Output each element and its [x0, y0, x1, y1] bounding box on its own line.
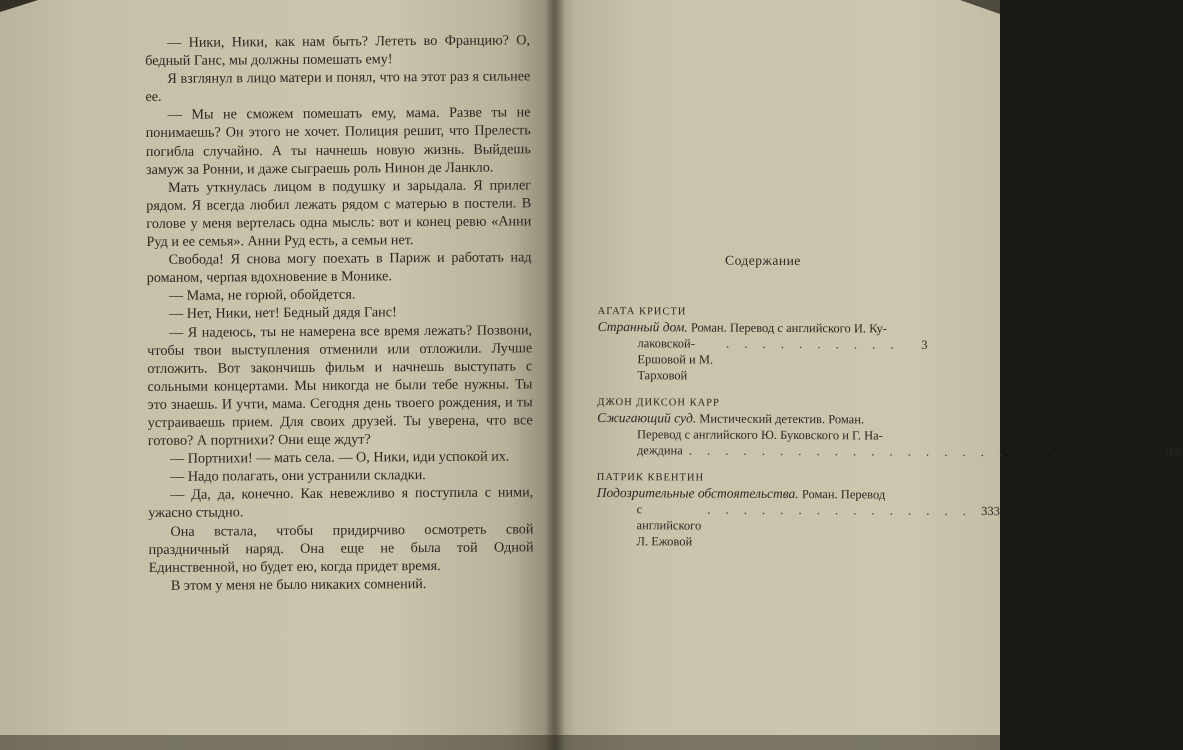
- toc-line: [597, 410, 927, 428]
- paragraph: — Портнихи! — мать села. — О, Ники, иди успокой их.: [169, 448, 510, 467]
- toc-page-number: 333: [981, 504, 1000, 519]
- toc-dots: . . . . . . . . . . . . . . .: [707, 502, 972, 518]
- paragraph: Свобода! Я снова могу поехать в Париж и работать над романом, черпая вдохновение в Монике.: [146, 249, 532, 287]
- toc-dots: . . . . . . . . . . . . . . . . . . . . . . . . . .: [688, 443, 1155, 460]
- toc-desc: деждина: [636, 443, 683, 458]
- paragraph: — Я надеюсь, ты не намерена все время лежать? Позвони, чтобы твои выступления отменили или отложили. Лучше отложить. Вот закончишь фильм и начнешь выступать с сольными концертами. Мы никогда не были тебе нужны. Ты это знаешь. И учти, мама. Сегодня день твоего рождения, и ты устраиваешь прием. Для своих друзей. Ты уверена, что все готово? А портнихи? Они еще ждут?: [147, 321, 533, 450]
- toc-desc: Перевод с английского Ю. Буковского и Г. На-: [637, 427, 883, 443]
- toc-line: [597, 442, 1183, 461]
- toc-author: АГАТА КРИСТИ: [597, 305, 687, 318]
- toc-entry: [597, 396, 1183, 461]
- paragraph: — Надо полагать, они устранили складки.: [170, 467, 426, 486]
- paragraph: — Ники, Ники, как нам быть? Лететь во Францию? О, бедный Ганс, мы должны помешать ему!: [145, 32, 531, 70]
- toc-desc: с английского Л. Ежовой: [636, 502, 702, 549]
- toc-desc: Роман. Перевод с английского И. Ку-: [690, 320, 888, 336]
- toc-entry: [596, 471, 1000, 551]
- toc-title: Подозрительные обстоятельства.: [596, 484, 799, 502]
- toc-line: [597, 426, 927, 444]
- toc-author: ДЖОН ДИКСОН КАРР: [597, 396, 720, 409]
- book-gutter: [545, 0, 565, 750]
- paragraph: — Да, да, конечно. Как невежливо я поступила с ними, ужасно стыдно.: [148, 484, 534, 522]
- toc-page-number: 166: [1163, 445, 1183, 461]
- left-page: [0, 0, 552, 750]
- paragraph: — Мы не сможем помешать ему, мама. Разве ты не понимаешь? Он этого не хочет. Полиция решит, что Прелесть погибла случайно. А ты начнешь новую жизнь. Выйдешь замуж за Ронни, и даже сыграешь роль Нинон де Ланкло.: [145, 104, 531, 178]
- toc-line: [596, 501, 1000, 551]
- toc-line: [597, 335, 927, 385]
- toc-title: Странный дом.: [597, 318, 688, 335]
- toc-desc: лаковской-Ершовой и М. Тарховой: [637, 336, 714, 383]
- paragraph: В этом у меня не было никаких сомнений.: [170, 575, 427, 594]
- left-page-text: [145, 31, 534, 595]
- toc-desc: Мистический детектив. Роман.: [699, 411, 865, 427]
- toc-desc: Роман. Перевод: [801, 487, 886, 502]
- paragraph: — Мама, не горюй, обойдется.: [168, 286, 356, 305]
- table-of-contents: [596, 252, 1183, 565]
- toc-line: [597, 485, 927, 503]
- toc-title: Сжигающий суд.: [597, 409, 697, 426]
- paragraph: — Нет, Ники, нет! Бедный дядя Ганс!: [168, 304, 397, 323]
- paragraph: Она встала, чтобы придирчиво осмотреть свой праздничный наряд. Она еще не была той Одной Единственной, но будет ею, когда придет время.: [148, 520, 534, 576]
- paragraph: Я взглянул в лицо матери и понял, что на этот раз я сильнее ее.: [145, 68, 531, 106]
- toc-page-number: 3: [921, 337, 928, 352]
- toc-dots: . . . . . . . . . .: [726, 336, 900, 352]
- toc-line: [598, 319, 928, 337]
- toc-heading: Содержание: [725, 252, 801, 269]
- paragraph: Мать уткнулась лицом в подушку и зарыдала. Я прилег рядом. Я всегда любил лежать рядом с матерью в постели. В голове у меня вертелась одна мысль: вот и конец ревю «Анни Руд и ее семья». Анни Руд есть, а семьи нет.: [146, 177, 532, 251]
- toc-author: ПАТРИК КВЕНТИН: [596, 471, 705, 484]
- toc-entry: [597, 306, 927, 385]
